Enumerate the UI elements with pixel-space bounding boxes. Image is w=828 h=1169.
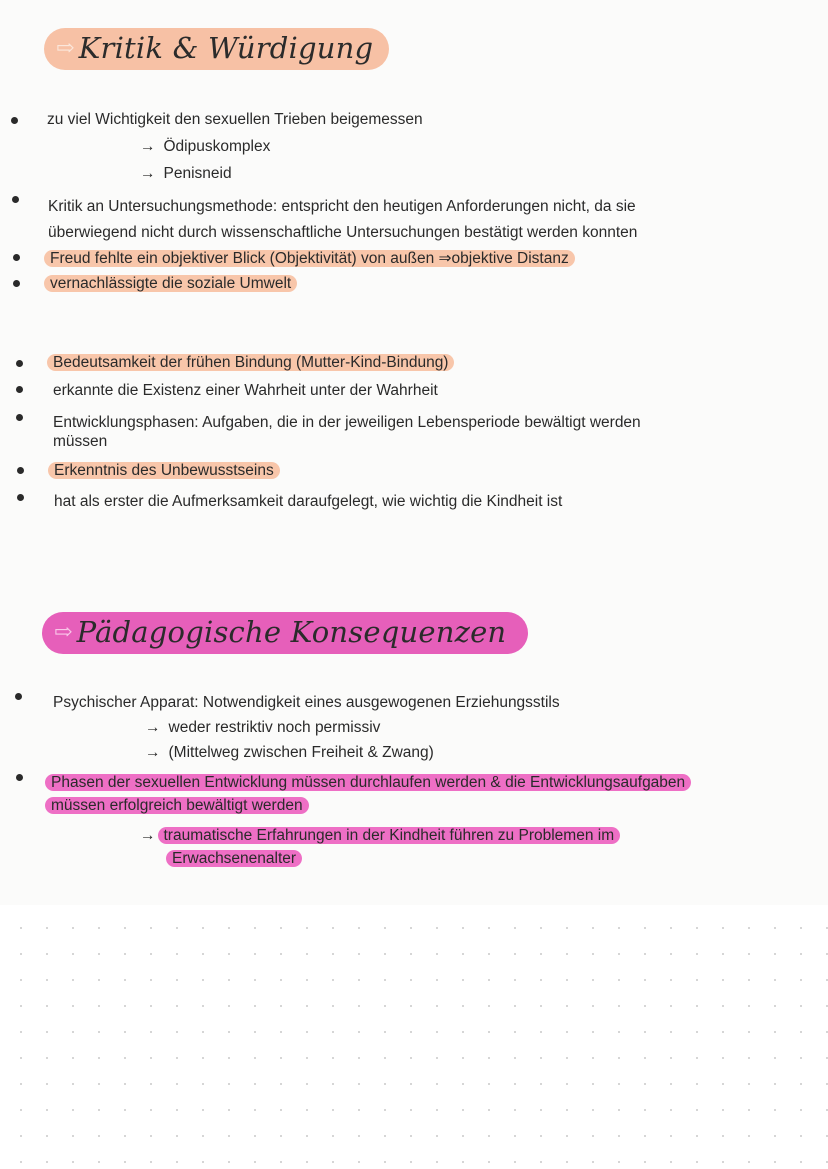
list-item: Kritik an Untersuchungsmethode: entspricht den heutigen Anforderungen nicht, da sie: [48, 198, 636, 215]
bullet-icon: [16, 774, 23, 781]
arrow-icon: →: [140, 138, 156, 155]
list-item-continued: überwiegend nicht durch wissenschaftliche Untersuchungen bestätigt werden konnten: [48, 224, 638, 241]
list-item-highlighted: Bedeutsamkeit der frühen Bindung (Mutter-Kind-Bindung): [53, 352, 454, 374]
arrow-icon: →: [140, 827, 156, 844]
arrow-icon: →: [145, 744, 161, 761]
heading-arrow-icon: ⇨: [54, 620, 73, 645]
arrow-icon: →: [140, 165, 156, 182]
list-item-continued: müssen: [53, 433, 108, 450]
list-item: erkannte die Existenz einer Wahrheit unter der Wahrheit: [53, 382, 438, 399]
list-item-highlighted: Phasen der sexuellen Entwicklung müssen durchlaufen werden & die Entwicklungsaufgaben: [51, 772, 691, 794]
bullet-icon: [12, 196, 19, 203]
sub-list-item-highlighted-continued: Erwachsenenalter: [172, 848, 302, 870]
sub-list-item-highlighted: → traumatische Erfahrungen in der Kindheit führen zu Problemen im: [140, 825, 620, 847]
arrow-icon: →: [145, 719, 161, 736]
bullet-icon: [16, 360, 23, 367]
bullet-icon: [17, 467, 24, 474]
heading-arrow-icon: ⇨: [56, 36, 75, 61]
list-item-highlighted: Freud fehlte ein objektiver Blick (Objektivität) von außen ⇒objektive Distanz: [50, 248, 575, 270]
bullet-icon: [11, 117, 18, 124]
dotted-grid-area: [0, 905, 828, 1169]
sub-list-item: → Ödipuskomplex: [140, 138, 271, 155]
sub-list-item: → Penisneid: [140, 165, 232, 182]
list-item: zu viel Wichtigkeit den sexuellen Trieben beigemessen: [47, 111, 423, 128]
bullet-icon: [15, 693, 22, 700]
sub-list-item: → (Mittelweg zwischen Freiheit & Zwang): [145, 744, 434, 761]
bullet-icon: [16, 414, 23, 421]
bullet-icon: [17, 494, 24, 501]
list-item: Psychischer Apparat: Notwendigkeit eines ausgewogenen Erziehungsstils: [53, 694, 560, 711]
list-item: hat als erster die Aufmerksamkeit daraufgelegt, wie wichtig die Kindheit ist: [54, 493, 563, 510]
list-item-highlighted-continued: müssen erfolgreich bewältigt werden: [51, 795, 309, 817]
heading-kritik-wuerdigung: ⇨ Kritik & Würdigung: [44, 28, 389, 70]
sub-list-item: → weder restriktiv noch permissiv: [145, 719, 381, 736]
list-item-highlighted: vernachlässigte die soziale Umwelt: [50, 273, 297, 295]
list-item: Entwicklungsphasen: Aufgaben, die in der jeweiligen Lebensperiode bewältigt werden: [53, 414, 641, 431]
list-item-highlighted: Erkenntnis des Unbewusstseins: [54, 460, 280, 482]
heading-paedagogische-konsequenzen: ⇨ Pädagogische Konsequenzen: [42, 612, 528, 654]
bullet-icon: [16, 386, 23, 393]
bullet-icon: [13, 280, 20, 287]
bullet-icon: [13, 254, 20, 261]
